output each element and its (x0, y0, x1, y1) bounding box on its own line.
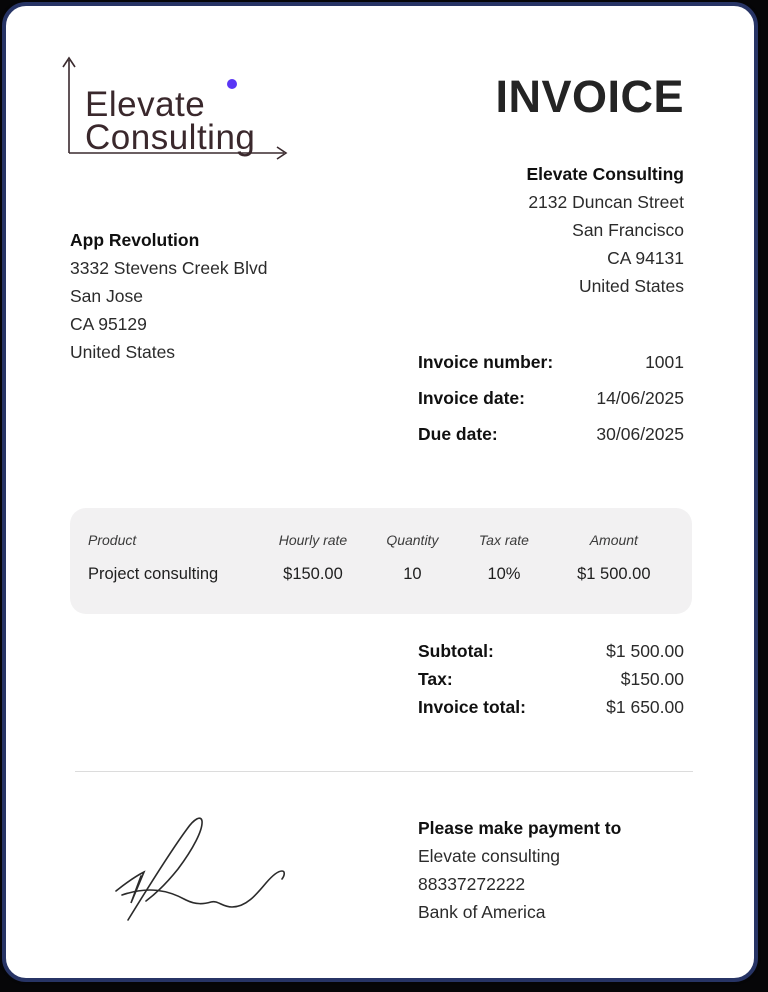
invoice-date-value: 14/06/2025 (596, 388, 684, 408)
seller-address-line: United States (578, 276, 684, 296)
seller-address-line: CA 94131 (607, 248, 684, 268)
seller-name: Elevate Consulting (526, 164, 684, 184)
payment-account-number: 88337272222 (418, 874, 526, 894)
tax-label: Tax: (418, 669, 453, 689)
column-header-hourly-rate: Hourly rate (278, 532, 348, 548)
invoice-date-label: Invoice date: (418, 388, 525, 408)
column-header-quantity: Quantity (386, 532, 439, 548)
payment-info-block (418, 814, 621, 926)
due-date-label: Due date: (418, 424, 498, 444)
invoice-total-row (418, 693, 684, 721)
column-header-product: Product (88, 532, 137, 548)
logo-text-line1: Elevate (85, 85, 206, 124)
invoice-meta (418, 351, 684, 459)
invoice-number-label: Invoice number: (418, 352, 554, 372)
footer-divider (75, 771, 693, 772)
client-address-line: San Jose (70, 286, 143, 306)
invoice-total-label: Invoice total: (418, 697, 526, 717)
invoice-number-value: 1001 (645, 352, 684, 372)
due-date-row (418, 423, 684, 445)
cell-tax-rate: 10% (487, 565, 521, 583)
signature-image (108, 810, 298, 922)
invoice-total-value: $1 650.00 (606, 697, 684, 717)
subtotal-label: Subtotal: (418, 641, 494, 661)
items-table-header (70, 532, 692, 548)
cell-quantity: 10 (403, 565, 422, 583)
column-header-amount: Amount (589, 532, 638, 548)
totals-block (418, 637, 684, 721)
payment-payee: Elevate consulting (418, 846, 561, 866)
cell-product: Project consulting (88, 565, 219, 583)
invoice-date-row (418, 387, 684, 409)
cell-hourly-rate: $150.00 (283, 565, 343, 583)
tax-value: $150.00 (620, 669, 684, 689)
subtotal-value: $1 500.00 (606, 641, 684, 661)
payment-bank-name: Bank of America (418, 902, 546, 922)
subtotal-row (418, 637, 684, 665)
client-address-block (70, 226, 267, 366)
table-row (70, 565, 692, 584)
client-address-line: CA 95129 (70, 314, 147, 334)
client-name: App Revolution (70, 230, 200, 250)
seller-address-block (526, 160, 684, 300)
company-logo (50, 48, 300, 173)
client-address-line: United States (70, 342, 176, 362)
invoice-title: INVOICE (495, 71, 684, 122)
due-date-value: 30/06/2025 (596, 424, 684, 444)
invoice-page (2, 2, 758, 982)
items-table (70, 508, 692, 614)
seller-address-line: San Francisco (572, 220, 684, 240)
logo-dot-icon (227, 79, 237, 89)
logo-text-line2: Consulting (85, 118, 256, 157)
cell-amount: $1 500.00 (577, 565, 651, 583)
seller-address-line: 2132 Duncan Street (528, 192, 684, 212)
payment-heading: Please make payment to (418, 818, 622, 838)
invoice-number-row (418, 351, 684, 373)
tax-row (418, 665, 684, 693)
client-address-line: 3332 Stevens Creek Blvd (70, 258, 268, 278)
column-header-tax-rate: Tax rate (478, 532, 529, 548)
